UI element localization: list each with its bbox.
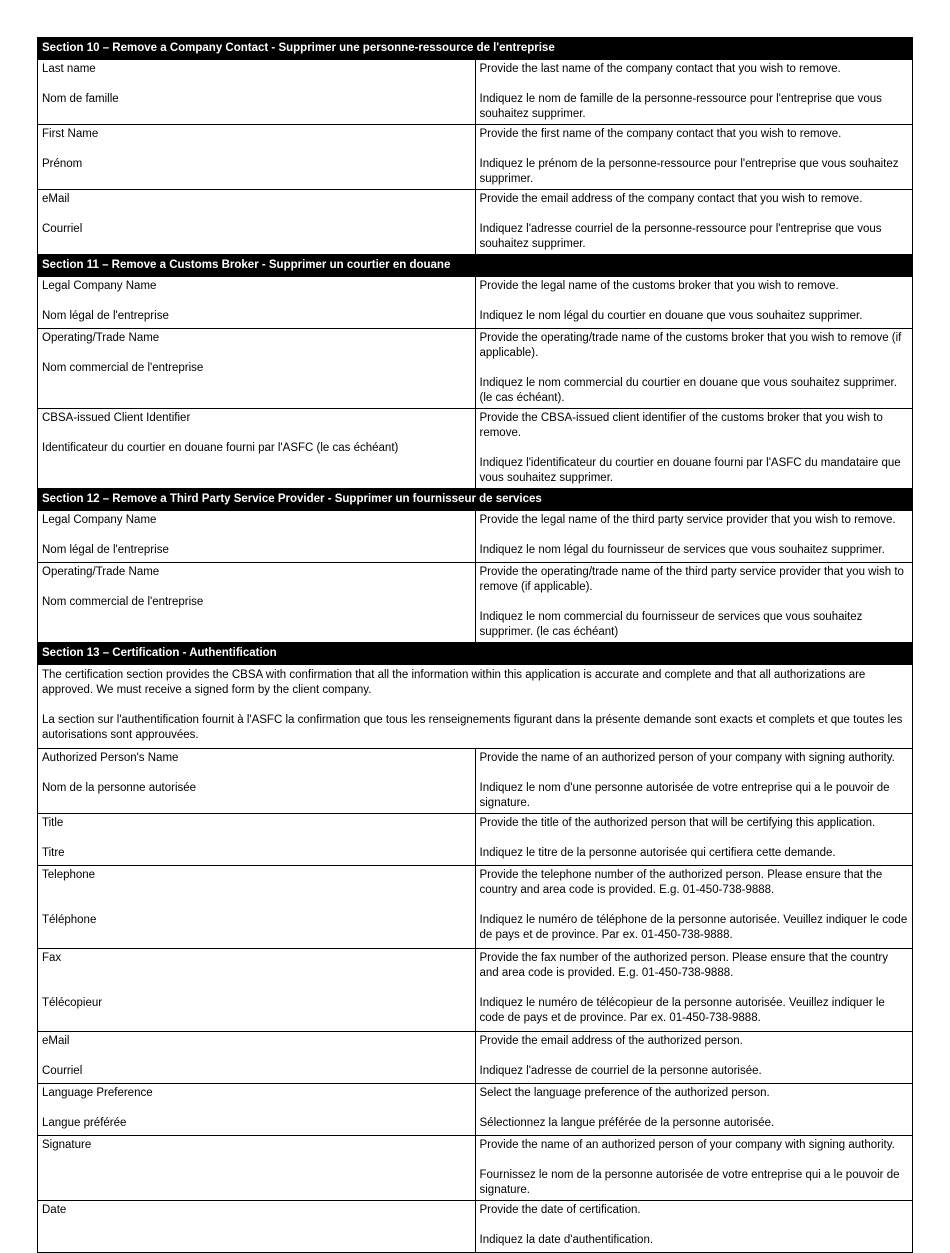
label-en: Operating/Trade Name xyxy=(42,566,160,578)
field-label xyxy=(38,949,476,1032)
field-label xyxy=(38,749,476,814)
field-label xyxy=(38,1032,476,1084)
desc-en: Provide the last name of the company contact that you wish to remove. xyxy=(479,63,841,75)
desc-en: Provide the legal name of the third party service provider that you wish to remove. xyxy=(479,514,896,526)
desc-fr: Indiquez le nom légal du fournisseur de services que vous souhaitez supprimer. xyxy=(479,544,885,556)
desc-fr: Fournissez le nom de la personne autorisée de votre entreprise qui a le pouvoir de signature. xyxy=(479,1169,900,1196)
label-en: Title xyxy=(42,817,64,829)
table-row xyxy=(38,277,913,329)
section-intro-row xyxy=(38,665,913,749)
desc-fr: Indiquez le nom légal du courtier en douane que vous souhaitez supprimer. xyxy=(479,310,863,322)
intro-fr: La section sur l'authentification fournit à l'ASFC la confirmation que tous les renseignements figurant dans la présente demande sont exacts et complets et que toutes les autorisations sont approuvées. xyxy=(42,714,903,741)
label-en: Last name xyxy=(42,63,96,75)
field-description xyxy=(475,190,913,255)
label-en: CBSA-issued Client Identifier xyxy=(42,412,191,424)
field-description xyxy=(475,563,913,643)
section-title: Section 13 – Certification - Authentification xyxy=(38,643,913,665)
label-en: First Name xyxy=(42,128,99,140)
desc-en: Provide the email address of the authorized person. xyxy=(479,1035,743,1047)
label-fr: Nom de famille xyxy=(42,93,119,105)
section-intro xyxy=(38,665,913,749)
desc-en: Provide the operating/trade name of the third party service provider that you wish to remove (if applicable). xyxy=(479,566,904,593)
field-description xyxy=(475,329,913,409)
desc-en: Provide the CBSA-issued client identifier of the customs broker that you wish to remove. xyxy=(479,412,883,439)
desc-fr: Indiquez le numéro de téléphone de la personne autorisée. Veuillez indiquer le code de pays et de province. Par ex. 01-450-738-9888. xyxy=(479,914,908,941)
desc-fr: Indiquez l'adresse courriel de la personne-ressource pour l'entreprise que vous souhaitez supprimer. xyxy=(479,223,882,250)
field-description xyxy=(475,814,913,866)
label-fr: Téléphone xyxy=(42,914,97,926)
desc-en: Provide the email address of the company contact that you wish to remove. xyxy=(479,193,863,205)
section-13-header xyxy=(38,643,913,665)
field-label xyxy=(38,1084,476,1136)
field-description xyxy=(475,511,913,563)
field-label xyxy=(38,409,476,489)
field-label xyxy=(38,1136,476,1201)
field-label xyxy=(38,511,476,563)
table-row xyxy=(38,329,913,409)
field-description xyxy=(475,1032,913,1084)
field-description xyxy=(475,1201,913,1253)
desc-fr: Indiquez le titre de la personne autorisée qui certifiera cette demande. xyxy=(479,847,836,859)
field-label xyxy=(38,563,476,643)
section-11-header xyxy=(38,255,913,277)
field-description xyxy=(475,949,913,1032)
section-title: Section 10 – Remove a Company Contact - Supprimer une personne-ressource de l'entreprise xyxy=(38,38,913,60)
desc-fr: Indiquez l'adresse de courriel de la personne autorisée. xyxy=(479,1065,762,1077)
label-en: eMail xyxy=(42,1035,70,1047)
table-row xyxy=(38,563,913,643)
label-en: Signature xyxy=(42,1139,92,1151)
desc-en: Provide the name of an authorized person of your company with signing authority. xyxy=(479,1139,895,1151)
field-label xyxy=(38,814,476,866)
instructions-table xyxy=(37,37,913,1253)
section-title: Section 12 – Remove a Third Party Service Provider - Supprimer un fournisseur de services xyxy=(38,489,913,511)
label-fr: Nom de la personne autorisée xyxy=(42,782,197,794)
desc-en: Provide the title of the authorized person that will be certifying this application. xyxy=(479,817,876,829)
field-label xyxy=(38,125,476,190)
field-description xyxy=(475,125,913,190)
table-row xyxy=(38,814,913,866)
desc-fr: Indiquez l'identificateur du courtier en douane fourni par l'ASFC du mandataire que vous souhaitez supprimer. xyxy=(479,457,901,484)
label-fr: Nom légal de l'entreprise xyxy=(42,544,169,556)
form-instructions-document xyxy=(37,37,913,1253)
field-description xyxy=(475,60,913,125)
table-row xyxy=(38,866,913,949)
desc-en: Select the language preference of the authorized person. xyxy=(479,1087,770,1099)
field-label xyxy=(38,1201,476,1253)
table-row xyxy=(38,1084,913,1136)
label-en: eMail xyxy=(42,193,70,205)
label-fr: Courriel xyxy=(42,1065,83,1077)
desc-en: Provide the operating/trade name of the customs broker that you wish to remove (if applicable). xyxy=(479,332,902,359)
field-description xyxy=(475,866,913,949)
field-description xyxy=(475,277,913,329)
label-en: Operating/Trade Name xyxy=(42,332,160,344)
label-en: Authorized Person's Name xyxy=(42,752,179,764)
label-en: Date xyxy=(42,1204,67,1216)
field-description xyxy=(475,1136,913,1201)
label-fr: Nom commercial de l'entreprise xyxy=(42,362,204,374)
section-10-header xyxy=(38,38,913,60)
table-row xyxy=(38,749,913,814)
label-fr: Nom légal de l'entreprise xyxy=(42,310,169,322)
desc-fr: Indiquez le prénom de la personne-ressource pour l'entreprise que vous souhaitez supprimer. xyxy=(479,158,899,185)
intro-en: The certification section provides the CBSA with confirmation that all the information within this application is accurate and complete and that all authorizations are approved. We must receive a signed form by the client company. xyxy=(42,669,866,696)
table-row xyxy=(38,511,913,563)
field-description xyxy=(475,749,913,814)
desc-fr: Indiquez le nom commercial du courtier en douane que vous souhaitez supprimer. (le cas échéant). xyxy=(479,377,897,404)
label-fr: Courriel xyxy=(42,223,83,235)
desc-fr: Indiquez le nom commercial du fournisseur de services que vous souhaitez supprimer. (le cas échéant) xyxy=(479,611,863,638)
table-row xyxy=(38,60,913,125)
desc-en: Provide the date of certification. xyxy=(479,1204,641,1216)
label-fr: Identificateur du courtier en douane fourni par l'ASFC (le cas échéant) xyxy=(42,442,399,454)
field-label xyxy=(38,60,476,125)
label-fr: Langue préférée xyxy=(42,1117,127,1129)
table-row xyxy=(38,190,913,255)
desc-en: Provide the first name of the company contact that you wish to remove. xyxy=(479,128,842,140)
label-fr: Télécopieur xyxy=(42,997,103,1009)
desc-en: Provide the legal name of the customs broker that you wish to remove. xyxy=(479,280,839,292)
label-en: Legal Company Name xyxy=(42,514,157,526)
label-fr: Prénom xyxy=(42,158,83,170)
table-row xyxy=(38,1136,913,1201)
label-en: Fax xyxy=(42,952,62,964)
desc-fr: Sélectionnez la langue préférée de la personne autorisée. xyxy=(479,1117,775,1129)
desc-fr: Indiquez le nom d'une personne autorisée de votre entreprise qui a le pouvoir de signature. xyxy=(479,782,890,809)
table-row xyxy=(38,125,913,190)
table-row xyxy=(38,949,913,1032)
table-row xyxy=(38,1032,913,1084)
desc-en: Provide the telephone number of the authorized person. Please ensure that the country and area code is provided. E.g. 01-450-738-9888. xyxy=(479,869,883,896)
label-en: Legal Company Name xyxy=(42,280,157,292)
field-description xyxy=(475,1084,913,1136)
label-fr: Nom commercial de l'entreprise xyxy=(42,596,204,608)
section-12-header xyxy=(38,489,913,511)
table-row xyxy=(38,409,913,489)
label-en: Language Preference xyxy=(42,1087,153,1099)
desc-fr: Indiquez la date d'authentification. xyxy=(479,1234,654,1246)
field-label xyxy=(38,329,476,409)
label-fr: Titre xyxy=(42,847,65,859)
desc-en: Provide the name of an authorized person of your company with signing authority. xyxy=(479,752,895,764)
field-label xyxy=(38,866,476,949)
field-description xyxy=(475,409,913,489)
field-label xyxy=(38,277,476,329)
label-en: Telephone xyxy=(42,869,96,881)
desc-fr: Indiquez le nom de famille de la personne-ressource pour l'entreprise que vous souhaitez supprimer. xyxy=(479,93,882,120)
table-row xyxy=(38,1201,913,1253)
desc-en: Provide the fax number of the authorized person. Please ensure that the country and area code is provided. E.g. 01-450-738-9888. xyxy=(479,952,888,979)
section-title: Section 11 – Remove a Customs Broker - Supprimer un courtier en douane xyxy=(38,255,913,277)
desc-fr: Indiquez le numéro de télécopieur de la personne autorisée. Veuillez indiquer le code de pays et de province. Par ex. 01-450-738-9888. xyxy=(479,997,885,1024)
field-label xyxy=(38,190,476,255)
